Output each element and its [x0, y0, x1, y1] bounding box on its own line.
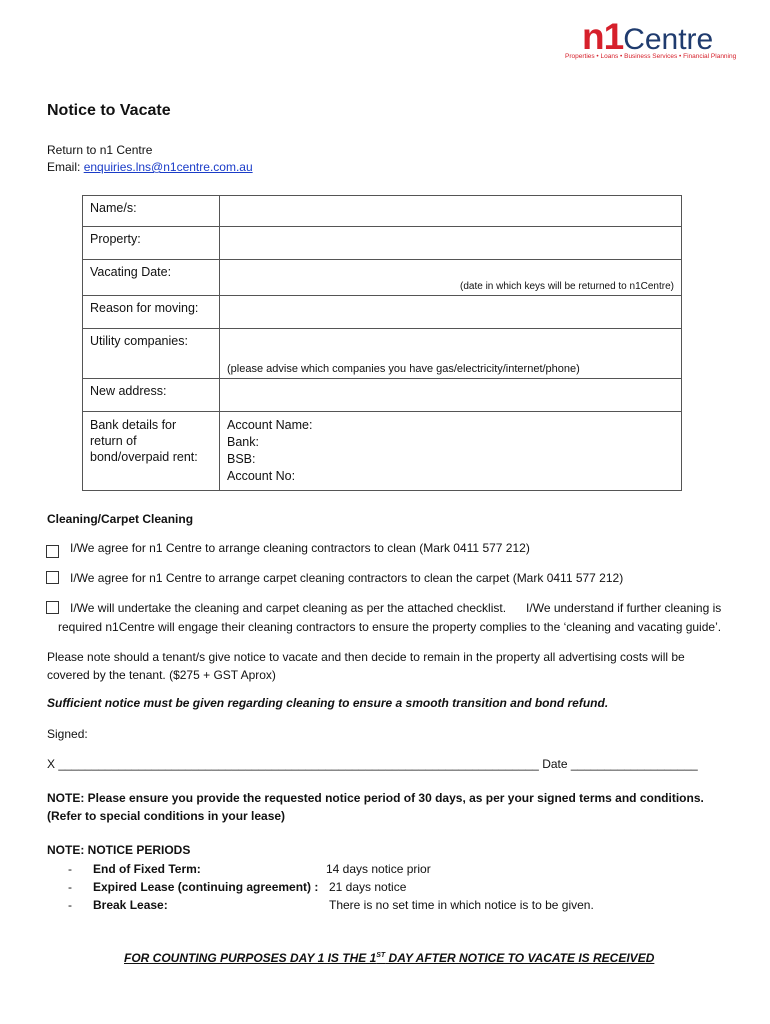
utility-field[interactable] [220, 329, 682, 379]
bsb-label: BSB: [227, 452, 256, 466]
return-to-text: Return to n1 Centre [47, 143, 153, 157]
cleaning-option1-checkbox[interactable] [46, 545, 59, 558]
account-name-label: Account Name: [227, 418, 313, 432]
reason-field[interactable] [220, 296, 682, 329]
logo-centre-text: Centre [623, 23, 714, 56]
cleaning-option2-text: I/We agree for n1 Centre to arrange carpet cleaning contractors to clean the carpet (Mark 0411 577 212) [70, 571, 624, 585]
page-title: Notice to Vacate [47, 102, 171, 119]
names-field[interactable] [220, 196, 682, 227]
signed-label: Signed: [47, 727, 88, 741]
new-address-label: New address: [83, 379, 220, 412]
bank-details-field[interactable] [220, 412, 682, 491]
notice-period-value: There is no set time in which notice is to be given. [329, 898, 594, 912]
company-logo [582, 18, 713, 55]
notice-period-note-line1: NOTE: Please ensure you provide the requested notice period of 30 days, as per your signed terms and conditions. [47, 791, 704, 805]
notice-period-value: 21 days notice [329, 880, 407, 894]
new-address-field[interactable] [220, 379, 682, 412]
footer-superscript: ST [376, 952, 386, 959]
vacating-date-note: (date in which keys will be returned to n1Centre) [460, 281, 674, 292]
notice-period-dash: - [68, 880, 72, 894]
bank-details-label: Bank details for return of bond/overpaid rent: [83, 412, 220, 491]
cleaning-option3-text-line1: I/We will undertake the cleaning and carpet cleaning as per the attached checklist. I/We understand if further cleaning is [70, 601, 722, 615]
cleaning-option1-text: I/We agree for n1 Centre to arrange cleaning contractors to clean (Mark 0411 577 212) [70, 541, 530, 555]
counting-purposes-footer [124, 951, 654, 965]
vacating-date-field[interactable] [220, 260, 682, 296]
property-label: Property: [83, 227, 220, 260]
notice-period-note-line2: (Refer to special conditions in your lease) [47, 809, 286, 823]
advertising-costs-line1: Please note should a tenant/s give notice to vacate and then decide to remain in the property all advertising costs will be [47, 650, 685, 664]
footer-text-part2: DAY AFTER NOTICE TO VACATE IS RECEIVED [385, 951, 655, 965]
cleaning-option3-text-line2: required n1Centre will engage their cleaning contractors to ensure the property complies to the ‘cleaning and vacating guide’. [58, 620, 722, 634]
cleaning-heading: Cleaning/Carpet Cleaning [47, 512, 194, 526]
reason-label: Reason for moving: [83, 296, 220, 329]
cleaning-option3-checkbox[interactable] [46, 601, 59, 614]
bank-label: Bank: [227, 435, 259, 449]
cleaning-option2-checkbox[interactable] [46, 571, 59, 584]
footer-text-part1: FOR COUNTING PURPOSES DAY 1 IS THE 1 [124, 951, 377, 965]
logo-n1-text: n1 [582, 16, 624, 57]
email-label: Email: [47, 160, 84, 174]
property-field[interactable] [220, 227, 682, 260]
signature-date-line[interactable]: X ________________________________________________________________________ Date ___________________ [47, 757, 698, 771]
email-link[interactable]: enquiries.lns@n1centre.com.au [83, 160, 253, 174]
names-label: Name/s: [83, 196, 220, 227]
email-line [47, 160, 253, 174]
utility-note: (please advise which companies you have gas/electricity/internet/phone) [227, 363, 580, 375]
logo-tagline: Properties • Loans • Business Services • Financial Planning [565, 53, 737, 60]
notice-periods-heading: NOTE: NOTICE PERIODS [47, 843, 191, 857]
sufficient-notice-text: Sufficient notice must be given regarding cleaning to ensure a smooth transition and bond refund. [47, 696, 609, 710]
notice-period-term: Break Lease: [93, 898, 168, 912]
notice-period-dash: - [68, 898, 72, 912]
advertising-costs-line2: covered by the tenant. ($275 + GST Aprox) [47, 668, 276, 682]
vacating-date-label: Vacating Date: [83, 260, 220, 296]
tenant-details-table [82, 195, 682, 491]
notice-period-term: End of Fixed Term: [93, 862, 201, 876]
utility-label: Utility companies: [83, 329, 220, 379]
notice-period-term: Expired Lease (continuing agreement) : [93, 880, 319, 894]
notice-period-dash: - [68, 862, 72, 876]
notice-period-value: 14 days notice prior [326, 862, 431, 876]
account-no-label: Account No: [227, 469, 296, 483]
